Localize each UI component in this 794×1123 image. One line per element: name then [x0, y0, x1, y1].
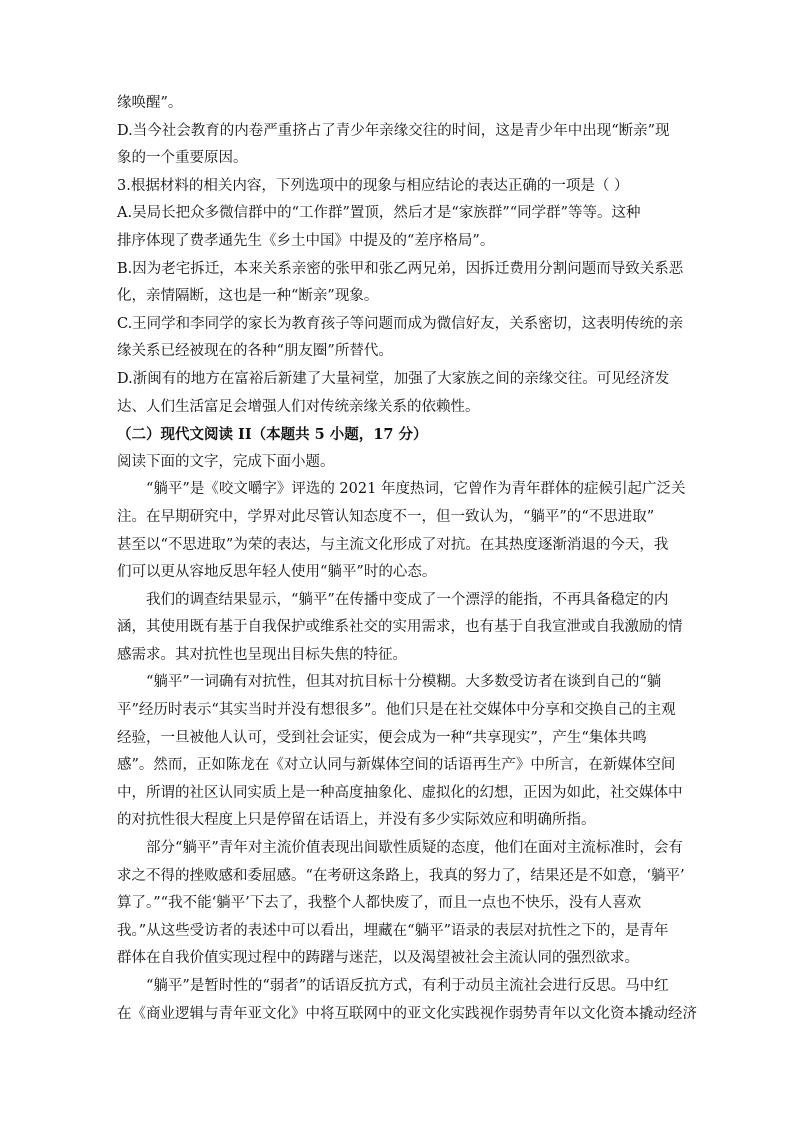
text-line: 甚至以“不思进取”为荣的表达，与主流文化形成了对抗。在其热度逐渐消退的今天，我: [117, 536, 669, 553]
text-line: 3.根据材料的相关内容，下列选项中的现象与相应结论的表达正确的一项是（ ）: [117, 177, 629, 194]
text-line: 缘唤醒”。: [117, 95, 183, 111]
text-line: 部分“躺平”青年对主流价值表现出间歇性质疑的态度，他们在面对主流标准时，会有: [146, 840, 683, 857]
text-line: 平”经历时表示“其实当时并没有想很多”。他们只是在社交媒体中分享和交换自己的主观: [117, 702, 676, 719]
text-line: 在《商业逻辑与青年亚文化》中将互联网中的亚文化实践视作弱势青年以文化资本撬动经济: [117, 1005, 697, 1022]
text-line: 化，亲情隔断，这也是一种“断亲”现象。: [117, 288, 379, 305]
text-line: A.吴局长把众多微信群中的“工作群”置顶，然后才是“家族群”“同学群”等等。这种: [117, 205, 641, 222]
text-line: D.当今社会教育的内卷严重挤占了青少年亲缘交往的时间，这是青少年中出现“断亲”现: [117, 122, 670, 139]
text-line: D.浙闽有的地方在富裕后新建了大量祠堂，加强了大家族之间的亲缘交往。可见经济发: [117, 370, 670, 387]
text-line: 缘关系已经被现在的各种“朋友圈”所替代。: [117, 343, 393, 360]
text-line: 算了。”“我不能‘躺平’下去了，我整个人都快废了，而且一点也不快乐，没有人喜欢: [117, 895, 642, 912]
text-line: 阅读下面的文字，完成下面小题。: [117, 453, 335, 470]
text-line: “躺平”一词确有对抗性，但其对抗目标十分模糊。大多数受访者在谈到自己的“躺: [146, 674, 662, 691]
document-page: [117, 90, 697, 1028]
text-line: “躺平”是《咬文嚼字》评选的 2021 年度热词，它曾作为青年群体的症候引起广泛关: [146, 481, 686, 498]
text-line: 中，所谓的社区认同实质上是一种高度抽象化、虚拟化的幻想，正因为如此，社交媒体中: [117, 784, 683, 801]
text-line: 涵，其使用既有基于自我保护或维系社交的实用需求，也有基于自我宣泄或自我激励的情: [117, 619, 683, 636]
section-heading: （二）现代文阅读 II（本题共 5 小题，17 分）: [117, 426, 428, 444]
text-line: 达、人们生活富足会增强人们对传统亲缘关系的依赖性。: [117, 398, 480, 415]
text-line: 我。”从这些受访者的表述中可以看出，埋藏在“躺平”语录的表层对抗性之下的，是青年: [117, 922, 669, 939]
text-line: 我们的调查结果显示，“躺平”在传播中变成了一个漂浮的能指，不再具备稳定的内: [146, 591, 669, 608]
text-line: 群体在自我价值实现过程中的踌躇与迷茫，以及渴望被社会主流认同的强烈欲求。: [117, 950, 639, 967]
text-line: 求之不得的挫败感和委屈感。“在考研这条路上，我真的努力了，结果还是不如意，‘躺平’: [117, 867, 685, 884]
text-line: 感需求。其对抗性也呈现出目标失焦的特征。: [117, 646, 407, 663]
text-line: 注。在早期研究中，学界对此尽管认知态度不一，但一致认为，“躺平”的“不思进取”: [117, 508, 655, 525]
text-line: C.王同学和李同学的家长为教育孩子等问题而成为微信好友，关系密切，这表明传统的亲: [117, 315, 684, 332]
text-line: 排序体现了费孝通先生《乡土中国》中提及的“差序格局”。: [117, 232, 495, 249]
text-line: B.因为老宅拆迁，本来关系亲密的张甲和张乙两兄弟，因拆迁费用分割问题而导致关系恶: [117, 260, 684, 277]
text-line: 感”。然而，正如陈龙在《对立认同与新媒体空间的话语再生产》中所言，在新媒体空间: [117, 757, 676, 774]
text-line: 经验，一旦被他人认可，受到社会证实，便会成为一种“共享现实”，产生“集体共鸣: [117, 729, 647, 746]
text-line: “躺平”是暂时性的“弱者”的话语反抗方式，有利于动员主流社会进行反思。马中红: [146, 978, 669, 994]
text-line: 的对抗性很大程度上只是停留在话语上，并没有多少实际效应和明确所指。: [117, 812, 596, 829]
text-line: 象的一个重要原因。: [117, 150, 248, 167]
text-line: 们可以更从容地反思年轻人使用“躺平”时的心态。: [117, 564, 437, 581]
